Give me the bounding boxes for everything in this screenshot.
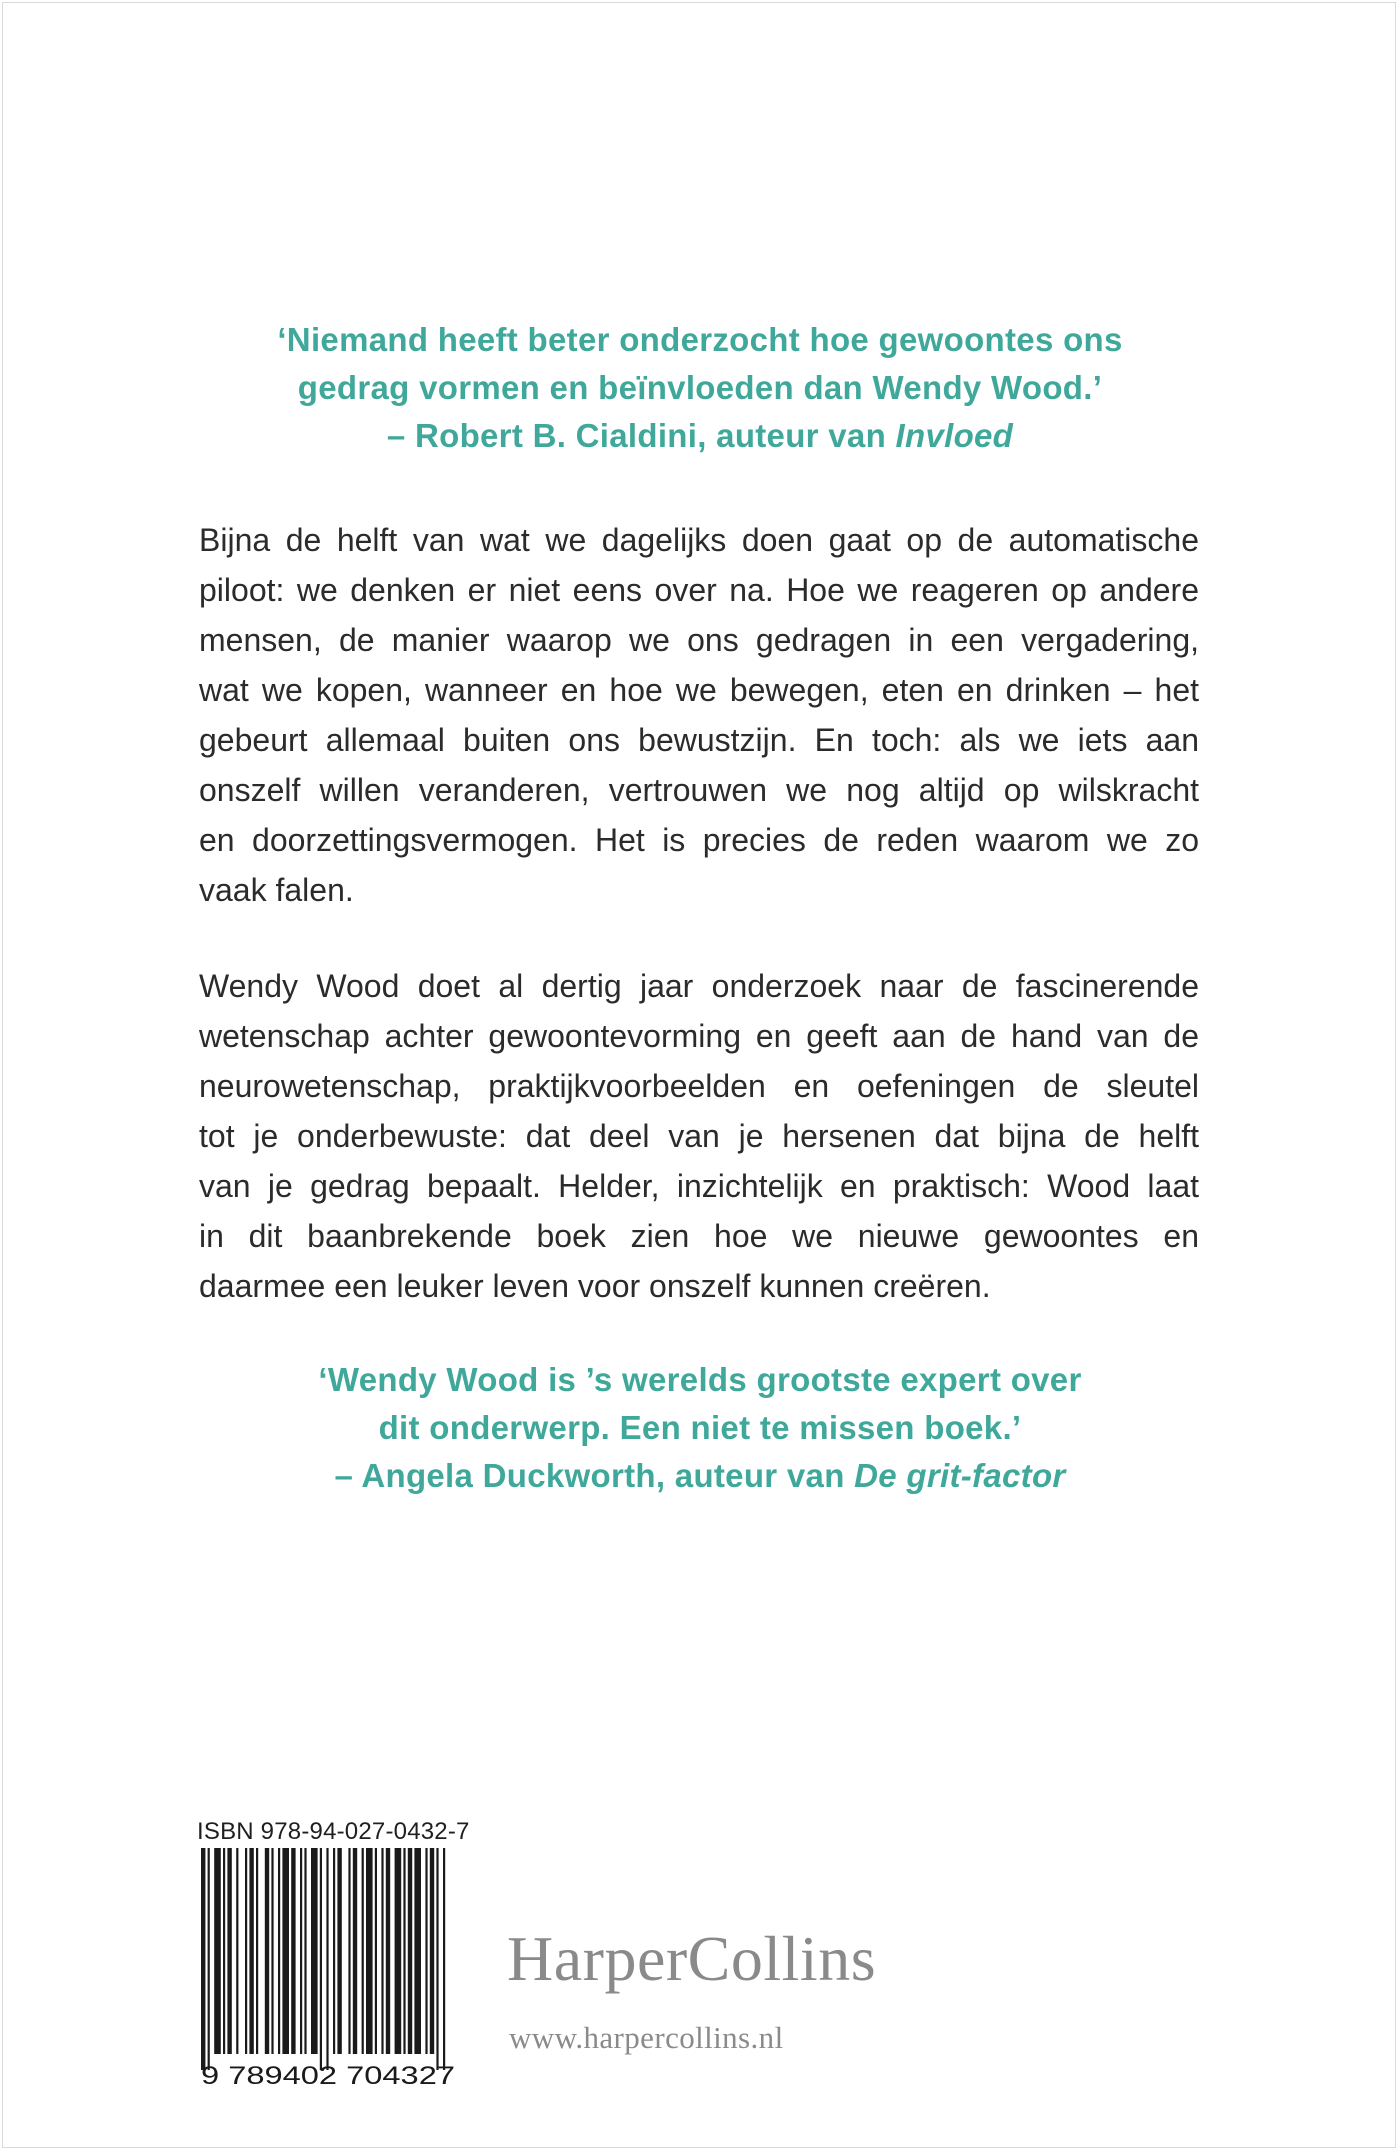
barcode-bar (430, 1848, 434, 2054)
quote-line: ‘Wendy Wood is ’s werelds grootste expert over (318, 1361, 1082, 1398)
endorsement-quote-duckworth (0, 1356, 1400, 1500)
paragraph-line: wetenschap achter gewoontevorming en geeft aan de hand van de (199, 1018, 1199, 1054)
barcode-bar (425, 1848, 427, 2054)
barcode-bar (333, 1848, 335, 2054)
blurb-paragraph-2 (199, 961, 1199, 1311)
barcode-bar (337, 1848, 341, 2054)
barcode-bar (223, 1848, 225, 2054)
endorsement-quote-cialdini (0, 316, 1400, 460)
paragraph-line: vaak falen. (199, 872, 354, 908)
barcode-bar (348, 1848, 350, 2054)
barcode-bar (326, 1848, 328, 2070)
barcode-bar (265, 1848, 269, 2054)
barcode-bars (201, 1848, 445, 2070)
paragraph-line: daarmee een leuker leven voor onszelf kunnen creëren. (199, 1268, 991, 1304)
barcode-bar (304, 1848, 306, 2054)
barcode-bar (236, 1848, 238, 2054)
paragraph-line: mensen, de manier waarop we ons gedragen in een vergadering, (199, 622, 1199, 658)
paragraph-line: van je gedrag bepaalt. Helder, inzichtelijk en praktisch: Wood laat (199, 1168, 1199, 1204)
barcode-bar (271, 1848, 273, 2054)
paragraph-line: Bijna de helft van wat we dagelijks doen gaat op de automatische (199, 522, 1199, 558)
quote-line: ‘Niemand heeft beter onderzocht hoe gewoontes ons (277, 321, 1123, 358)
barcode-bar (208, 1848, 210, 2070)
barcode-bar (362, 1848, 364, 2054)
book-title: Invloed (895, 417, 1014, 454)
blurb-paragraph-1 (199, 515, 1199, 915)
barcode-bar (443, 1848, 445, 2070)
isbn-label: ISBN 978-94-027-0432-7 (197, 1818, 470, 1845)
barcode-bar (395, 1848, 402, 2054)
quote-attribution (0, 412, 1400, 460)
barcode-bar (320, 1848, 322, 2070)
paragraph-line: Wendy Wood doet al dertig jaar onderzoek naar de fascinerende (199, 968, 1199, 1004)
barcode-bar (245, 1848, 247, 2054)
paragraph-line: gebeurt allemaal buiten ons bewustzijn. En toch: als we iets aan (199, 722, 1199, 758)
barcode-bar (414, 1848, 421, 2054)
publisher-url: www.harpercollins.nl (509, 2020, 784, 2055)
paragraph-line: onszelf willen veranderen, vertrouwen we nog altijd op wilskracht (199, 772, 1199, 808)
book-title: De grit-factor (854, 1457, 1066, 1494)
barcode-bar (386, 1848, 390, 2054)
paragraph-line: in dit baanbrekende boek zien hoe we nieuwe gewoontes en (199, 1218, 1199, 1254)
quote-line: dit onderwerp. Een niet te missen boek.’ (378, 1409, 1022, 1446)
barcode-bar (311, 1848, 318, 2054)
barcode-bar (436, 1848, 438, 2070)
paragraph-line: piloot: we denken er niet eens over na. Hoe we reageren op andere (199, 572, 1199, 608)
barcode-bar (353, 1848, 357, 2054)
quote-attribution (0, 1452, 1400, 1500)
barcode-bar (282, 1848, 289, 2054)
barcode-bar (227, 1848, 231, 2054)
attribution-text: – Angela Duckworth, auteur van (334, 1457, 855, 1494)
barcode-bar (408, 1848, 412, 2054)
paragraph-line: en doorzettingsvermogen. Het is precies de reden waarom we zo (199, 822, 1199, 858)
barcode-bar (249, 1848, 253, 2054)
barcode-bar (300, 1848, 302, 2054)
quote-line: gedrag vormen en beïnvloeden dan Wendy Wood.’ (297, 369, 1103, 406)
barcode-bar (381, 1848, 383, 2054)
barcode-bar (291, 1848, 295, 2054)
barcode-bar (403, 1848, 405, 2054)
barcode-bar (278, 1848, 280, 2054)
paragraph-line: neurowetenschap, praktijkvoorbeelden en oefeningen de sleutel (199, 1068, 1199, 1104)
barcode-bar (214, 1848, 221, 2054)
barcode-bar (201, 1848, 205, 2070)
paragraph-line: wat we kopen, wanneer en hoe we bewegen, eten en drinken – het (199, 672, 1199, 708)
attribution-text: – Robert B. Cialdini, auteur van (386, 417, 896, 454)
barcode-digits: 9 789402 704327 (201, 2062, 455, 2090)
barcode-bar (366, 1848, 373, 2054)
barcode-bar (256, 1848, 258, 2054)
paragraph-line: tot je onderbewuste: dat deel van je hersenen dat bijna de helft (199, 1118, 1199, 1154)
publisher-logo: HarperCollins (507, 1923, 877, 1994)
barcode-bar (375, 1848, 377, 2054)
barcode (197, 1848, 459, 2092)
